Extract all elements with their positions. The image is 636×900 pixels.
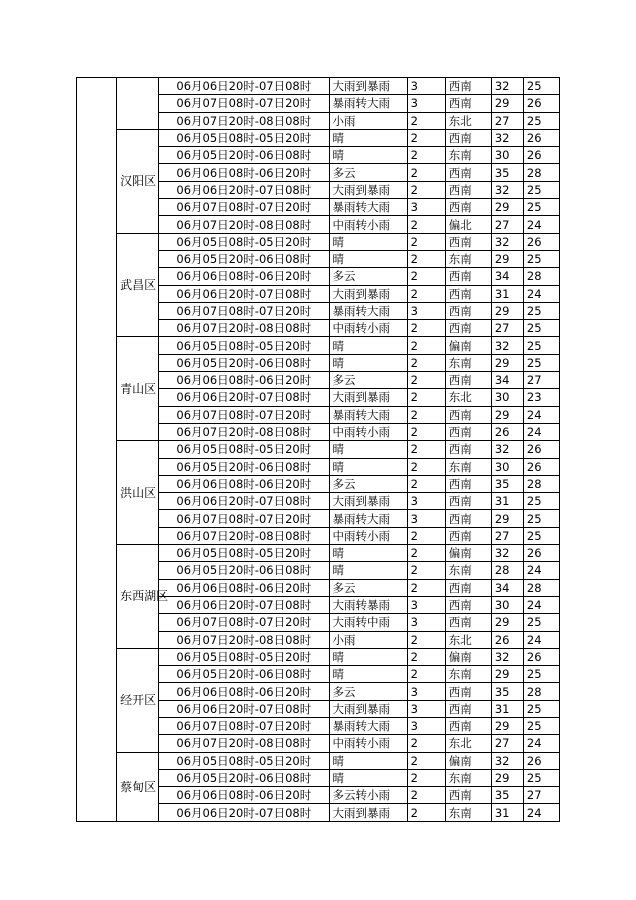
high-temp-cell: 35 [491, 475, 523, 492]
wind-direction-cell: 东南 [445, 250, 491, 267]
wind-level-cell: 2 [407, 475, 445, 492]
weather-cell: 多云 [329, 372, 407, 389]
weather-forecast-table [76, 77, 560, 822]
wind-direction-cell: 西南 [445, 579, 491, 596]
wind-direction-cell: 东南 [445, 666, 491, 683]
high-temp-cell: 31 [491, 285, 523, 302]
wind-level-cell: 3 [407, 596, 445, 613]
wind-direction-cell: 东北 [445, 389, 491, 406]
wind-direction-cell: 西南 [445, 596, 491, 613]
high-temp-cell: 30 [491, 458, 523, 475]
period-cell: 06月06日20时-07日08时 [159, 389, 329, 406]
district-name-cell: 汉阳区 [117, 129, 159, 233]
low-temp-cell: 25 [523, 717, 559, 734]
table-row [77, 337, 560, 354]
wind-direction-cell: 西南 [445, 372, 491, 389]
wind-level-cell: 2 [407, 164, 445, 181]
period-cell: 06月06日20时-07日08时 [159, 181, 329, 198]
weather-cell: 晴 [329, 545, 407, 562]
weather-cell: 晴 [329, 458, 407, 475]
high-temp-cell: 27 [491, 216, 523, 233]
period-cell: 06月05日20时-06日08时 [159, 354, 329, 371]
wind-level-cell: 3 [407, 78, 445, 95]
low-temp-cell: 26 [523, 147, 559, 164]
wind-level-cell: 2 [407, 285, 445, 302]
weather-cell: 晴 [329, 129, 407, 146]
wind-direction-cell: 东南 [445, 354, 491, 371]
period-cell: 06月05日20时-06日08时 [159, 666, 329, 683]
wind-direction-cell: 东北 [445, 735, 491, 752]
weather-cell: 多云 [329, 475, 407, 492]
weather-cell: 晴 [329, 648, 407, 665]
wind-level-cell: 2 [407, 545, 445, 562]
high-temp-cell: 35 [491, 683, 523, 700]
low-temp-cell: 24 [523, 562, 559, 579]
high-temp-cell: 32 [491, 129, 523, 146]
table-row [77, 233, 560, 250]
wind-direction-cell: 西南 [445, 233, 491, 250]
weather-cell: 暴雨转大雨 [329, 510, 407, 527]
wind-direction-cell: 西南 [445, 95, 491, 112]
high-temp-cell: 27 [491, 112, 523, 129]
period-cell: 06月05日08时-05日20时 [159, 129, 329, 146]
high-temp-cell: 29 [491, 302, 523, 319]
low-temp-cell: 26 [523, 441, 559, 458]
period-cell: 06月06日08时-06日20时 [159, 475, 329, 492]
wind-direction-cell: 西南 [445, 164, 491, 181]
period-cell: 06月05日08时-05日20时 [159, 648, 329, 665]
high-temp-cell: 27 [491, 320, 523, 337]
weather-cell: 大雨到暴雨 [329, 804, 407, 821]
high-temp-cell: 34 [491, 579, 523, 596]
low-temp-cell: 28 [523, 683, 559, 700]
wind-level-cell: 2 [407, 423, 445, 440]
period-cell: 06月06日20时-07日08时 [159, 493, 329, 510]
weather-cell: 晴 [329, 147, 407, 164]
low-temp-cell: 25 [523, 302, 559, 319]
weather-cell: 晴 [329, 441, 407, 458]
weather-cell: 大雨到暴雨 [329, 700, 407, 717]
low-temp-cell: 25 [523, 199, 559, 216]
wind-direction-cell: 东北 [445, 112, 491, 129]
low-temp-cell: 26 [523, 233, 559, 250]
wind-direction-cell: 偏南 [445, 545, 491, 562]
wind-level-cell: 3 [407, 510, 445, 527]
high-temp-cell: 29 [491, 769, 523, 786]
wind-level-cell: 2 [407, 458, 445, 475]
period-cell: 06月05日20时-06日08时 [159, 769, 329, 786]
high-temp-cell: 32 [491, 752, 523, 769]
weather-cell: 多云 [329, 268, 407, 285]
high-temp-cell: 32 [491, 648, 523, 665]
wind-level-cell: 2 [407, 579, 445, 596]
region-cell [77, 78, 117, 822]
low-temp-cell: 25 [523, 320, 559, 337]
wind-direction-cell: 偏南 [445, 648, 491, 665]
low-temp-cell: 24 [523, 735, 559, 752]
high-temp-cell: 35 [491, 787, 523, 804]
period-cell: 06月07日20时-08日08时 [159, 631, 329, 648]
weather-cell: 晴 [329, 354, 407, 371]
high-temp-cell: 34 [491, 372, 523, 389]
low-temp-cell: 26 [523, 752, 559, 769]
weather-cell: 中雨转小雨 [329, 527, 407, 544]
wind-direction-cell: 西南 [445, 787, 491, 804]
wind-level-cell: 2 [407, 337, 445, 354]
wind-level-cell: 2 [407, 216, 445, 233]
period-cell: 06月06日08时-06日20时 [159, 683, 329, 700]
weather-cell: 多云 [329, 683, 407, 700]
wind-level-cell: 2 [407, 233, 445, 250]
wind-direction-cell: 偏南 [445, 752, 491, 769]
high-temp-cell: 32 [491, 78, 523, 95]
low-temp-cell: 28 [523, 475, 559, 492]
table-row [77, 648, 560, 665]
wind-direction-cell: 西南 [445, 475, 491, 492]
low-temp-cell: 25 [523, 354, 559, 371]
period-cell: 06月05日20时-06日08时 [159, 562, 329, 579]
wind-direction-cell: 东南 [445, 147, 491, 164]
period-cell: 06月07日08时-07日20时 [159, 717, 329, 734]
high-temp-cell: 29 [491, 250, 523, 267]
wind-level-cell: 3 [407, 95, 445, 112]
wind-level-cell: 3 [407, 199, 445, 216]
low-temp-cell: 25 [523, 78, 559, 95]
low-temp-cell: 25 [523, 181, 559, 198]
weather-cell: 暴雨转大雨 [329, 199, 407, 216]
district-name-cell: 洪山区 [117, 441, 159, 545]
wind-level-cell: 2 [407, 389, 445, 406]
weather-cell: 大雨转中雨 [329, 614, 407, 631]
period-cell: 06月07日20时-08日08时 [159, 423, 329, 440]
table-row [77, 545, 560, 562]
wind-direction-cell: 东南 [445, 804, 491, 821]
district-cell-continued [117, 78, 159, 130]
period-cell: 06月07日08时-07日20时 [159, 95, 329, 112]
high-temp-cell: 32 [491, 233, 523, 250]
high-temp-cell: 30 [491, 147, 523, 164]
low-temp-cell: 24 [523, 216, 559, 233]
wind-direction-cell: 西南 [445, 302, 491, 319]
period-cell: 06月05日08时-05日20时 [159, 545, 329, 562]
wind-direction-cell: 西南 [445, 717, 491, 734]
district-name-cell: 武昌区 [117, 233, 159, 337]
wind-direction-cell: 西南 [445, 441, 491, 458]
wind-direction-cell: 西南 [445, 78, 491, 95]
high-temp-cell: 26 [491, 423, 523, 440]
wind-direction-cell: 西南 [445, 510, 491, 527]
high-temp-cell: 30 [491, 596, 523, 613]
period-cell: 06月07日20时-08日08时 [159, 320, 329, 337]
wind-direction-cell: 西南 [445, 683, 491, 700]
high-temp-cell: 27 [491, 735, 523, 752]
weather-cell: 暴雨转大雨 [329, 717, 407, 734]
wind-level-cell: 2 [407, 112, 445, 129]
period-cell: 06月06日08时-06日20时 [159, 372, 329, 389]
wind-direction-cell: 西南 [445, 527, 491, 544]
period-cell: 06月06日20时-07日08时 [159, 78, 329, 95]
weather-cell: 暴雨转大雨 [329, 406, 407, 423]
weather-cell: 大雨到暴雨 [329, 389, 407, 406]
high-temp-cell: 34 [491, 268, 523, 285]
period-cell: 06月06日20时-07日08时 [159, 285, 329, 302]
high-temp-cell: 32 [491, 545, 523, 562]
wind-level-cell: 3 [407, 302, 445, 319]
low-temp-cell: 26 [523, 458, 559, 475]
low-temp-cell: 24 [523, 406, 559, 423]
weather-cell: 大雨到暴雨 [329, 181, 407, 198]
wind-direction-cell: 东南 [445, 562, 491, 579]
wind-level-cell: 2 [407, 648, 445, 665]
low-temp-cell: 28 [523, 579, 559, 596]
wind-direction-cell: 西南 [445, 614, 491, 631]
weather-cell: 中雨转小雨 [329, 735, 407, 752]
low-temp-cell: 28 [523, 268, 559, 285]
low-temp-cell: 23 [523, 389, 559, 406]
wind-direction-cell: 西南 [445, 493, 491, 510]
weather-cell: 大雨转暴雨 [329, 596, 407, 613]
weather-cell: 暴雨转大雨 [329, 95, 407, 112]
period-cell: 06月07日08时-07日20时 [159, 510, 329, 527]
wind-level-cell: 2 [407, 354, 445, 371]
district-name-cell: 东西湖区 [117, 545, 159, 649]
high-temp-cell: 31 [491, 700, 523, 717]
high-temp-cell: 31 [491, 804, 523, 821]
wind-direction-cell: 东北 [445, 631, 491, 648]
period-cell: 06月06日20时-07日08时 [159, 596, 329, 613]
high-temp-cell: 32 [491, 181, 523, 198]
wind-direction-cell: 西南 [445, 129, 491, 146]
high-temp-cell: 28 [491, 562, 523, 579]
wind-level-cell: 2 [407, 735, 445, 752]
wind-level-cell: 3 [407, 614, 445, 631]
weather-cell: 中雨转小雨 [329, 320, 407, 337]
wind-level-cell: 2 [407, 441, 445, 458]
wind-level-cell: 2 [407, 787, 445, 804]
high-temp-cell: 29 [491, 199, 523, 216]
period-cell: 06月07日08时-07日20时 [159, 614, 329, 631]
wind-direction-cell: 西南 [445, 700, 491, 717]
period-cell: 06月07日20时-08日08时 [159, 527, 329, 544]
weather-cell: 多云转小雨 [329, 787, 407, 804]
period-cell: 06月07日20时-08日08时 [159, 735, 329, 752]
high-temp-cell: 29 [491, 510, 523, 527]
weather-cell: 晴 [329, 250, 407, 267]
period-cell: 06月05日20时-06日08时 [159, 147, 329, 164]
high-temp-cell: 29 [491, 95, 523, 112]
low-temp-cell: 27 [523, 372, 559, 389]
high-temp-cell: 29 [491, 614, 523, 631]
district-name-cell: 青山区 [117, 337, 159, 441]
wind-level-cell: 2 [407, 666, 445, 683]
wind-direction-cell: 西南 [445, 423, 491, 440]
low-temp-cell: 24 [523, 423, 559, 440]
period-cell: 06月05日20时-06日08时 [159, 458, 329, 475]
table-row [77, 78, 560, 95]
wind-level-cell: 2 [407, 562, 445, 579]
low-temp-cell: 25 [523, 527, 559, 544]
period-cell: 06月06日20时-07日08时 [159, 804, 329, 821]
low-temp-cell: 26 [523, 648, 559, 665]
period-cell: 06月06日08时-06日20时 [159, 268, 329, 285]
weather-cell: 大雨到暴雨 [329, 78, 407, 95]
wind-level-cell: 2 [407, 250, 445, 267]
low-temp-cell: 25 [523, 250, 559, 267]
wind-level-cell: 2 [407, 320, 445, 337]
period-cell: 06月05日08时-05日20时 [159, 337, 329, 354]
high-temp-cell: 29 [491, 666, 523, 683]
low-temp-cell: 26 [523, 129, 559, 146]
weather-cell: 中雨转小雨 [329, 216, 407, 233]
wind-level-cell: 2 [407, 804, 445, 821]
wind-level-cell: 3 [407, 717, 445, 734]
wind-level-cell: 2 [407, 372, 445, 389]
weather-cell: 小雨 [329, 631, 407, 648]
period-cell: 06月05日20时-06日08时 [159, 250, 329, 267]
wind-direction-cell: 西南 [445, 199, 491, 216]
low-temp-cell: 25 [523, 666, 559, 683]
high-temp-cell: 29 [491, 717, 523, 734]
weather-cell: 晴 [329, 562, 407, 579]
table-row [77, 441, 560, 458]
weather-cell: 晴 [329, 752, 407, 769]
high-temp-cell: 35 [491, 164, 523, 181]
wind-direction-cell: 西南 [445, 285, 491, 302]
wind-direction-cell: 东南 [445, 458, 491, 475]
table-row [77, 752, 560, 769]
district-name-cell: 经开区 [117, 648, 159, 752]
low-temp-cell: 25 [523, 112, 559, 129]
wind-level-cell: 3 [407, 493, 445, 510]
wind-level-cell: 2 [407, 129, 445, 146]
wind-level-cell: 2 [407, 769, 445, 786]
wind-level-cell: 2 [407, 752, 445, 769]
low-temp-cell: 25 [523, 493, 559, 510]
period-cell: 06月05日08时-05日20时 [159, 233, 329, 250]
period-cell: 06月06日08时-06日20时 [159, 579, 329, 596]
wind-level-cell: 2 [407, 147, 445, 164]
wind-direction-cell: 西南 [445, 320, 491, 337]
weather-cell: 晴 [329, 769, 407, 786]
district-name-cell: 蔡甸区 [117, 752, 159, 821]
low-temp-cell: 26 [523, 545, 559, 562]
low-temp-cell: 24 [523, 285, 559, 302]
period-cell: 06月06日08时-06日20时 [159, 787, 329, 804]
period-cell: 06月06日20时-07日08时 [159, 700, 329, 717]
weather-cell: 晴 [329, 337, 407, 354]
period-cell: 06月05日08时-05日20时 [159, 752, 329, 769]
low-temp-cell: 25 [523, 510, 559, 527]
high-temp-cell: 26 [491, 631, 523, 648]
period-cell: 06月07日08时-07日20时 [159, 406, 329, 423]
low-temp-cell: 24 [523, 804, 559, 821]
wind-direction-cell: 偏北 [445, 216, 491, 233]
wind-level-cell: 3 [407, 683, 445, 700]
table-row [77, 129, 560, 146]
wind-level-cell: 2 [407, 527, 445, 544]
period-cell: 06月07日20时-08日08时 [159, 112, 329, 129]
low-temp-cell: 27 [523, 787, 559, 804]
low-temp-cell: 25 [523, 337, 559, 354]
low-temp-cell: 25 [523, 769, 559, 786]
high-temp-cell: 27 [491, 527, 523, 544]
high-temp-cell: 31 [491, 493, 523, 510]
high-temp-cell: 29 [491, 406, 523, 423]
high-temp-cell: 32 [491, 337, 523, 354]
low-temp-cell: 25 [523, 614, 559, 631]
weather-cell: 小雨 [329, 112, 407, 129]
period-cell: 06月07日20时-08日08时 [159, 216, 329, 233]
wind-level-cell: 2 [407, 406, 445, 423]
weather-cell: 中雨转小雨 [329, 423, 407, 440]
high-temp-cell: 30 [491, 389, 523, 406]
wind-direction-cell: 东南 [445, 769, 491, 786]
low-temp-cell: 24 [523, 631, 559, 648]
weather-cell: 多云 [329, 164, 407, 181]
low-temp-cell: 25 [523, 700, 559, 717]
period-cell: 06月05日08时-05日20时 [159, 441, 329, 458]
wind-level-cell: 2 [407, 181, 445, 198]
low-temp-cell: 26 [523, 95, 559, 112]
wind-level-cell: 2 [407, 631, 445, 648]
wind-direction-cell: 西南 [445, 268, 491, 285]
wind-direction-cell: 偏南 [445, 337, 491, 354]
wind-direction-cell: 西南 [445, 406, 491, 423]
period-cell: 06月07日08时-07日20时 [159, 302, 329, 319]
wind-direction-cell: 西南 [445, 181, 491, 198]
table-body [77, 78, 560, 822]
high-temp-cell: 29 [491, 354, 523, 371]
low-temp-cell: 24 [523, 596, 559, 613]
weather-cell: 大雨到暴雨 [329, 285, 407, 302]
period-cell: 06月06日08时-06日20时 [159, 164, 329, 181]
high-temp-cell: 32 [491, 441, 523, 458]
wind-level-cell: 2 [407, 268, 445, 285]
wind-level-cell: 3 [407, 700, 445, 717]
weather-cell: 晴 [329, 666, 407, 683]
low-temp-cell: 28 [523, 164, 559, 181]
weather-cell: 晴 [329, 233, 407, 250]
weather-cell: 多云 [329, 579, 407, 596]
weather-cell: 暴雨转大雨 [329, 302, 407, 319]
period-cell: 06月07日08时-07日20时 [159, 199, 329, 216]
weather-cell: 大雨到暴雨 [329, 493, 407, 510]
